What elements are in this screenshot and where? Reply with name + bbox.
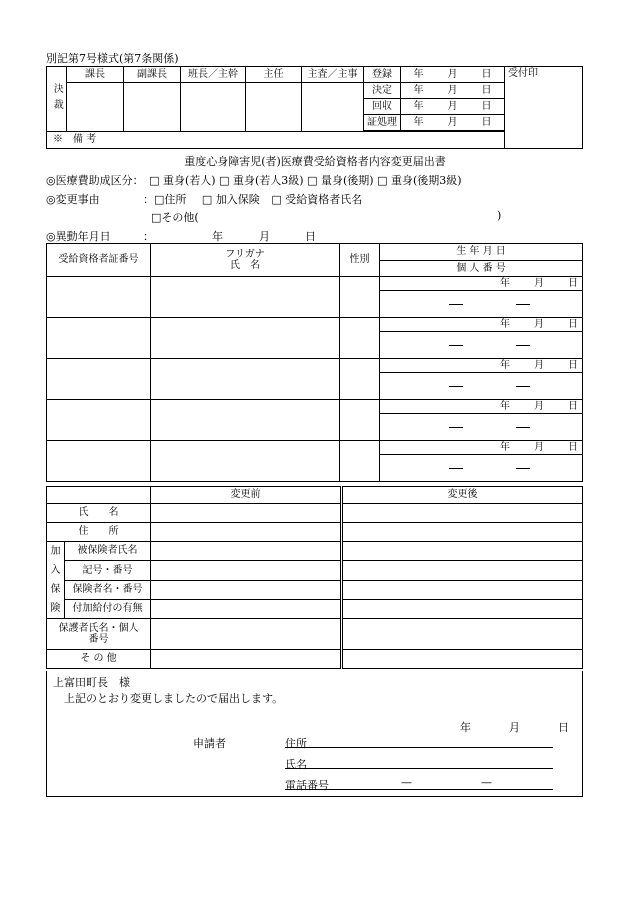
reason-options: ：□住所 □ 加入保険 □ 受給資格者氏名	[143, 193, 363, 206]
name-cell[interactable]	[151, 359, 340, 400]
holder-table	[46, 243, 583, 277]
row-insurer-label: 保険者名・番号	[65, 580, 151, 599]
change-date-day: 日	[305, 230, 316, 243]
applicant-address-label: 住所	[285, 737, 307, 750]
status-label: 回収	[364, 99, 401, 115]
change-date-label: ◎異動年月日	[46, 230, 111, 243]
row-symbol-number-label: 記号・番号	[65, 561, 151, 580]
col-birth: 生 年 月 日	[380, 244, 583, 261]
birth-date-cell[interactable]: 年 月 日	[380, 359, 583, 373]
personal-number-cell[interactable]	[380, 291, 583, 318]
stamp-box[interactable]	[124, 83, 181, 132]
phone-dash: —	[481, 776, 492, 789]
status-date: 年 月 日	[401, 115, 505, 131]
col-personal-number: 個 人 番 号	[380, 261, 583, 277]
birth-date-cell[interactable]: 年 月 日	[380, 441, 583, 455]
birth-date-cell[interactable]: 年 月 日	[380, 400, 583, 414]
cert-number-cell[interactable]	[47, 318, 151, 359]
col-name: フリガナ 氏 名	[151, 244, 340, 277]
before-other[interactable]	[151, 650, 342, 669]
kessai-label: 決裁	[47, 67, 67, 132]
personal-number-cell[interactable]	[380, 455, 583, 482]
before-benefit[interactable]	[151, 599, 342, 618]
reason-label: ◎変更事由	[46, 193, 100, 206]
after-symbol-number[interactable]	[342, 561, 583, 580]
reason-option[interactable]: 加入保険	[215, 193, 260, 206]
address-line[interactable]	[285, 747, 553, 748]
changes-blank	[47, 487, 151, 504]
change-date-month: 月	[259, 230, 270, 243]
phone-line[interactable]	[285, 789, 553, 790]
role-head: 課長	[67, 67, 124, 83]
col-gender: 性別	[340, 244, 380, 277]
approval-table	[46, 66, 583, 149]
subsidy-option[interactable]: 重身(後期3級)	[391, 174, 462, 187]
subsidy-option[interactable]: 量身(後期)	[321, 174, 374, 187]
after-insured-name[interactable]	[342, 542, 583, 561]
cert-number-cell[interactable]	[47, 277, 151, 318]
after-address[interactable]	[342, 523, 583, 542]
personal-number-cell[interactable]	[380, 414, 583, 441]
row-guardian-label: 保護者氏名・個人 番号	[47, 619, 151, 650]
stamp-box[interactable]	[181, 83, 246, 132]
subsidy-option[interactable]: 重身(若人3級)	[233, 174, 304, 187]
remarks-row: ※ 備 考	[47, 132, 505, 149]
change-date-colon: ：	[143, 230, 154, 243]
phone-dash: —	[401, 776, 412, 789]
addressee: 上富田町長 様	[53, 676, 130, 689]
col-before: 変更前	[151, 487, 342, 504]
before-name[interactable]	[151, 504, 342, 523]
declaration-month: 月	[509, 721, 520, 734]
declaration-year: 年	[460, 721, 471, 734]
stamp-box[interactable]	[67, 83, 124, 132]
status-label: 決定	[364, 83, 401, 99]
status-label: 証処理	[364, 115, 401, 131]
applicant-phone-label: 電話番号	[285, 779, 329, 792]
after-other[interactable]	[342, 650, 583, 669]
received-stamp-box: 受付印	[505, 67, 583, 149]
reason-option[interactable]: 住所	[164, 193, 187, 206]
cert-number-cell[interactable]	[47, 400, 151, 441]
stamp-box[interactable]	[302, 83, 364, 132]
birth-date-cell[interactable]: 年 月 日	[380, 318, 583, 332]
after-guardian[interactable]	[342, 619, 583, 650]
name-cell[interactable]	[151, 277, 340, 318]
subsidy-category: ◎医療費助成区分： □ 重身(若人) □ 重身(若人3級) □ 量身(後期) □ 重身(後期3級)	[46, 174, 462, 187]
status-date: 年 月 日	[401, 67, 505, 83]
personal-number-cell[interactable]	[380, 332, 583, 359]
declaration-day: 日	[558, 721, 569, 734]
gender-cell[interactable]	[340, 359, 380, 400]
role-head: 主査／主事	[302, 67, 364, 83]
before-insurer[interactable]	[151, 580, 342, 599]
col-after: 変更後	[342, 487, 583, 504]
applicant-label: 申請者	[193, 737, 226, 750]
name-cell[interactable]	[151, 400, 340, 441]
status-label: 登録	[364, 67, 401, 83]
subsidy-option[interactable]: 重身(若人)	[163, 174, 216, 187]
row-address-label: 住 所	[47, 523, 151, 542]
form-reference: 別記第7号様式(第7条関係)	[46, 52, 179, 65]
insurance-group-label: 加入保険	[47, 542, 65, 619]
after-name[interactable]	[342, 504, 583, 523]
row-other-label: そ の 他	[47, 650, 151, 669]
cert-number-cell[interactable]	[47, 441, 151, 482]
personal-number-cell[interactable]	[380, 373, 583, 400]
reason-other[interactable]: □その他(	[151, 211, 199, 224]
gender-cell[interactable]	[340, 318, 380, 359]
change-date-year: 年	[212, 230, 223, 243]
name-cell[interactable]	[151, 441, 340, 482]
col-cert-number: 受給資格者証番号	[47, 244, 151, 277]
role-head: 副課長	[124, 67, 181, 83]
name-line[interactable]	[285, 768, 553, 769]
birth-date-cell[interactable]: 年 月 日	[380, 277, 583, 291]
after-insurer[interactable]	[342, 580, 583, 599]
gender-cell[interactable]	[340, 277, 380, 318]
reason-other-close: )	[497, 209, 502, 222]
before-guardian[interactable]	[151, 619, 342, 650]
before-address[interactable]	[151, 523, 342, 542]
row-insured-name-label: 被保険者氏名	[65, 542, 151, 561]
cert-number-cell[interactable]	[47, 359, 151, 400]
reason-option[interactable]: 受給資格者氏名	[285, 193, 363, 206]
gender-cell[interactable]	[340, 441, 380, 482]
statement: 上記のとおり変更しましたので届出します。	[64, 692, 284, 705]
name-cell[interactable]	[151, 318, 340, 359]
before-symbol-number[interactable]	[151, 561, 342, 580]
after-benefit[interactable]	[342, 599, 583, 618]
holder-rows-table	[46, 276, 583, 482]
status-date: 年 月 日	[401, 83, 505, 99]
row-benefit-label: 付加給付の有無	[65, 599, 151, 618]
before-insured-name[interactable]	[151, 542, 342, 561]
changes-table	[46, 486, 583, 669]
stamp-box[interactable]	[246, 83, 302, 132]
gender-cell[interactable]	[340, 400, 380, 441]
role-head: 主任	[246, 67, 302, 83]
status-date: 年 月 日	[401, 99, 505, 115]
applicant-name-label: 氏名	[285, 758, 307, 771]
role-head: 班長／主幹	[181, 67, 246, 83]
document-title: 重度心身障害児(者)医療費受給資格者内容変更届出書	[184, 155, 446, 168]
row-name-label: 氏 名	[47, 504, 151, 523]
